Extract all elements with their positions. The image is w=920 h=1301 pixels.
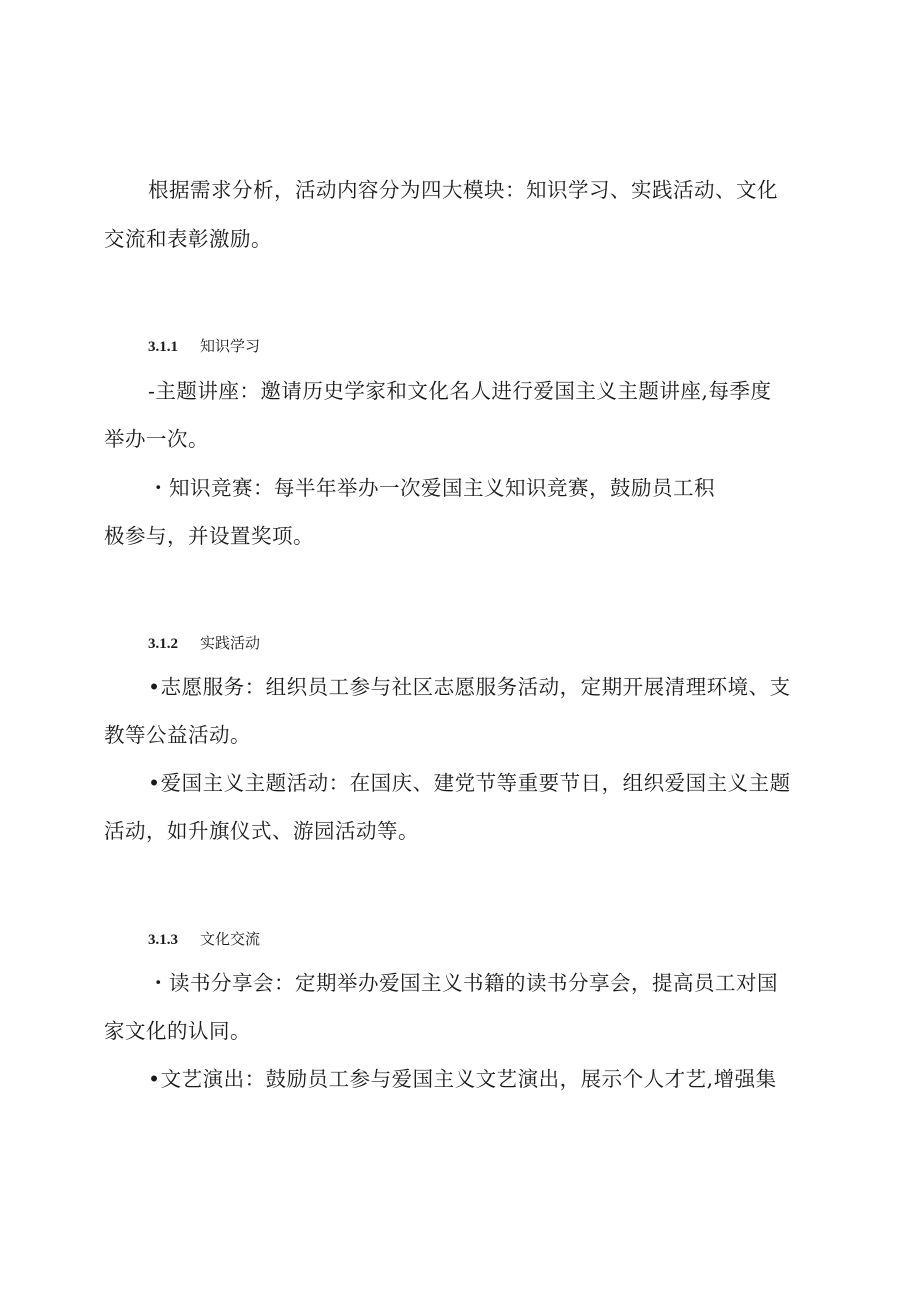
section-title: 知识学习 [200, 337, 261, 355]
item-quiz-line-2: 极参与，并设置奖项。 [104, 524, 314, 548]
section-heading-practice [148, 632, 260, 655]
item-volunteer-line-2: 教等公益活动。 [104, 723, 251, 747]
item-performance-line-1: •文艺演出：鼓励员工参与爱国主义文艺演出，展示个人才艺,增强集 [148, 1067, 777, 1091]
item-quiz-line-1: ・知识竞赛：每半年举办一次爱国主义知识竞赛，鼓励员工积 [148, 476, 715, 500]
section-title: 文化交流 [200, 930, 261, 948]
item-reading-line-2: 家文化的认同。 [104, 1019, 251, 1043]
item-patriotic-event-line-1: •爱国主义主题活动：在国庆、建党节等重要节日，组织爱国主义主题 [148, 771, 791, 795]
item-reading-line-1: ・读书分享会：定期举办爱国主义书籍的读书分享会，提高员工对国 [148, 971, 778, 995]
section-heading-knowledge [148, 335, 260, 358]
section-number: 3.1.2 [148, 636, 178, 652]
intro-line-1: 根据需求分析，活动内容分为四大模块：知识学习、实践活动、文化 [148, 178, 778, 202]
section-heading-culture [148, 928, 260, 951]
item-patriotic-event-line-2: 活动，如升旗仪式、游园活动等。 [104, 819, 419, 843]
section-number: 3.1.1 [148, 339, 178, 355]
item-volunteer-line-1: •志愿服务：组织员工参与社区志愿服务活动，定期开展清理环境、支 [148, 675, 791, 699]
intro-line-2: 交流和表彰激励。 [104, 227, 272, 251]
section-number: 3.1.3 [148, 932, 178, 948]
item-lecture-line-1: -主题讲座：邀请历史学家和文化名人进行爱国主义主题讲座,每季度 [148, 379, 772, 403]
item-lecture-line-2: 举办一次。 [104, 427, 209, 451]
section-title: 实践活动 [200, 634, 261, 652]
